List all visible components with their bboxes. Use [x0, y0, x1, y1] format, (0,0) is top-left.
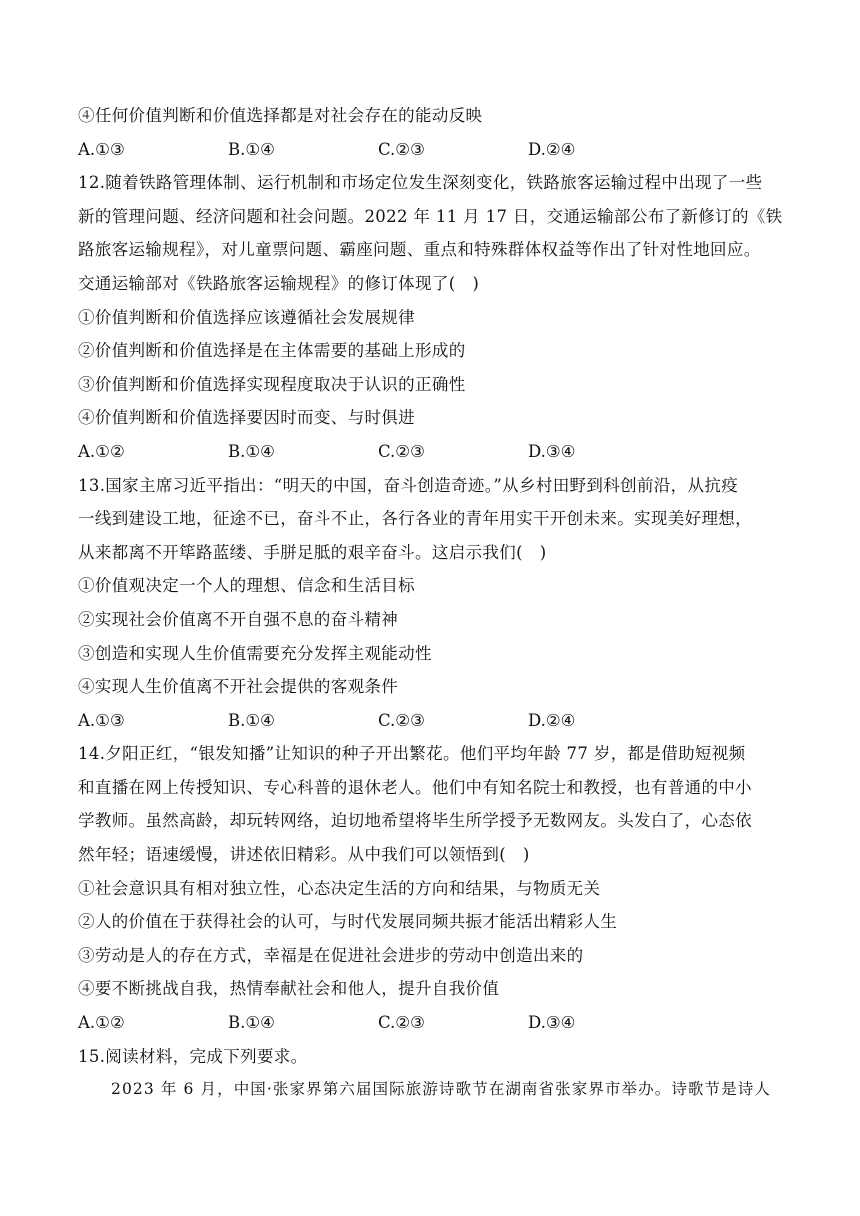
q15-material-line: 2023 年 6 月，中国·张家界第六届国际旅游诗歌节在湖南省张家界市举办。诗歌节是诗人 — [111, 1080, 771, 1099]
q11-option-a: A.①③ — [78, 139, 125, 159]
q13-options — [78, 704, 793, 738]
q14-stem-line: 14.夕阳正红，“银发知播”让知识的种子开出繁花。他们平均年龄 77 岁，都是借助短视频 — [78, 744, 746, 764]
q12-stem-line: 路旅客运输规程》，对儿童票问题、霸座问题、重点和特殊群体权益等作出了针对性地回应。 — [78, 240, 761, 260]
q12-option-a: A.①② — [78, 441, 125, 461]
q14-option-a: A.①② — [78, 1013, 125, 1033]
q14-item-3: ③劳动是人的存在方式，幸福是在促进社会进步的劳动中创造出来的 — [78, 945, 584, 965]
q12-stem-line: 12.随着铁路管理体制、运行机制和市场定位发生深刻变化，铁路旅客运输过程中出现了一些 — [78, 173, 763, 193]
q12-item-4: ④价值判断和价值选择要因时而变、与时俱进 — [78, 408, 415, 428]
q11-options — [78, 133, 793, 167]
q14-option-c: C.②③ — [378, 1013, 425, 1033]
q11-option-c: C.②③ — [378, 139, 425, 159]
q12-item-3: ③价值判断和价值选择实现程度取决于认识的正确性 — [78, 374, 466, 394]
q14-options — [78, 1006, 793, 1040]
q11-item-4: ④任何价值判断和价值选择都是对社会存在的能动反映 — [78, 106, 483, 125]
q13-stem-line: 一线到建设工地，征途不已，奋斗不止，各行各业的青年用实干开创未来。实现美好理想， — [78, 509, 752, 529]
q12-option-d: D.③④ — [528, 441, 576, 461]
q13-option-a: A.①③ — [78, 710, 125, 730]
q15-stem: 15.阅读材料，完成下列要求。 — [78, 1046, 308, 1066]
q13-item-1: ①价值观决定一个人的理想、信念和生活目标 — [78, 576, 415, 596]
q14-item-1: ①社会意识具有相对独立性，心态决定生活的方向和结果，与物质无关 — [78, 878, 601, 898]
q13-item-4: ④实现人生价值离不开社会提供的客观条件 — [78, 677, 399, 697]
q13-option-b: B.①④ — [228, 710, 275, 730]
q12-item-1: ①价值判断和价值选择应该遵循社会发展规律 — [78, 307, 415, 327]
q13-stem-line: 从来都离不开筚路蓝缕、手胼足胝的艰辛奋斗。这启示我们( ) — [78, 542, 547, 562]
question-content — [78, 99, 793, 1107]
q14-stem-line: 学教师。虽然高龄，却玩转网络，迫切地希望将毕生所学授予无数网友。头发白了，心态依 — [78, 811, 752, 831]
q14-stem-line: 然年轻；语速缓慢，讲述依旧精彩。从中我们可以领悟到( ) — [78, 845, 530, 865]
q12-stem-line: 交通运输部对《铁路旅客运输规程》的修订体现了( ) — [78, 273, 480, 293]
q12-option-b: B.①④ — [228, 441, 275, 461]
q12-option-c: C.②③ — [378, 441, 425, 461]
q14-item-2: ②人的价值在于获得社会的认可，与时代发展同频共振才能活出精彩人生 — [78, 912, 618, 932]
q13-stem-line: 13.国家主席习近平指出：“明天的中国，奋斗创造奇迹。”从乡村田野到科创前沿，从抗疫 — [78, 475, 739, 495]
q14-item-4: ④要不断挑战自我，热情奉献社会和他人，提升自我价值 — [78, 979, 500, 999]
q11-option-d: D.②④ — [528, 139, 576, 159]
q13-item-2: ②实现社会价值离不开自强不息的奋斗精神 — [78, 609, 399, 629]
q12-item-2: ②价值判断和价值选择是在主体需要的基础上形成的 — [78, 341, 466, 361]
q13-option-d: D.②④ — [528, 710, 576, 730]
q12-options — [78, 435, 793, 469]
q14-option-b: B.①④ — [228, 1013, 275, 1033]
q14-stem-line: 和直播在网上传授知识、专心科普的退休老人。他们中有知名院士和教授，也有普通的中小 — [78, 777, 752, 797]
q14-option-d: D.③④ — [528, 1013, 576, 1033]
q13-option-c: C.②③ — [378, 710, 425, 730]
q12-stem-line: 新的管理问题、经济问题和社会问题。2022 年 11 月 17 日，交通运输部公布了新修订的《铁 — [78, 206, 783, 226]
q11-option-b: B.①④ — [228, 139, 275, 159]
q13-item-3: ③创造和实现人生价值需要充分发挥主观能动性 — [78, 643, 432, 663]
